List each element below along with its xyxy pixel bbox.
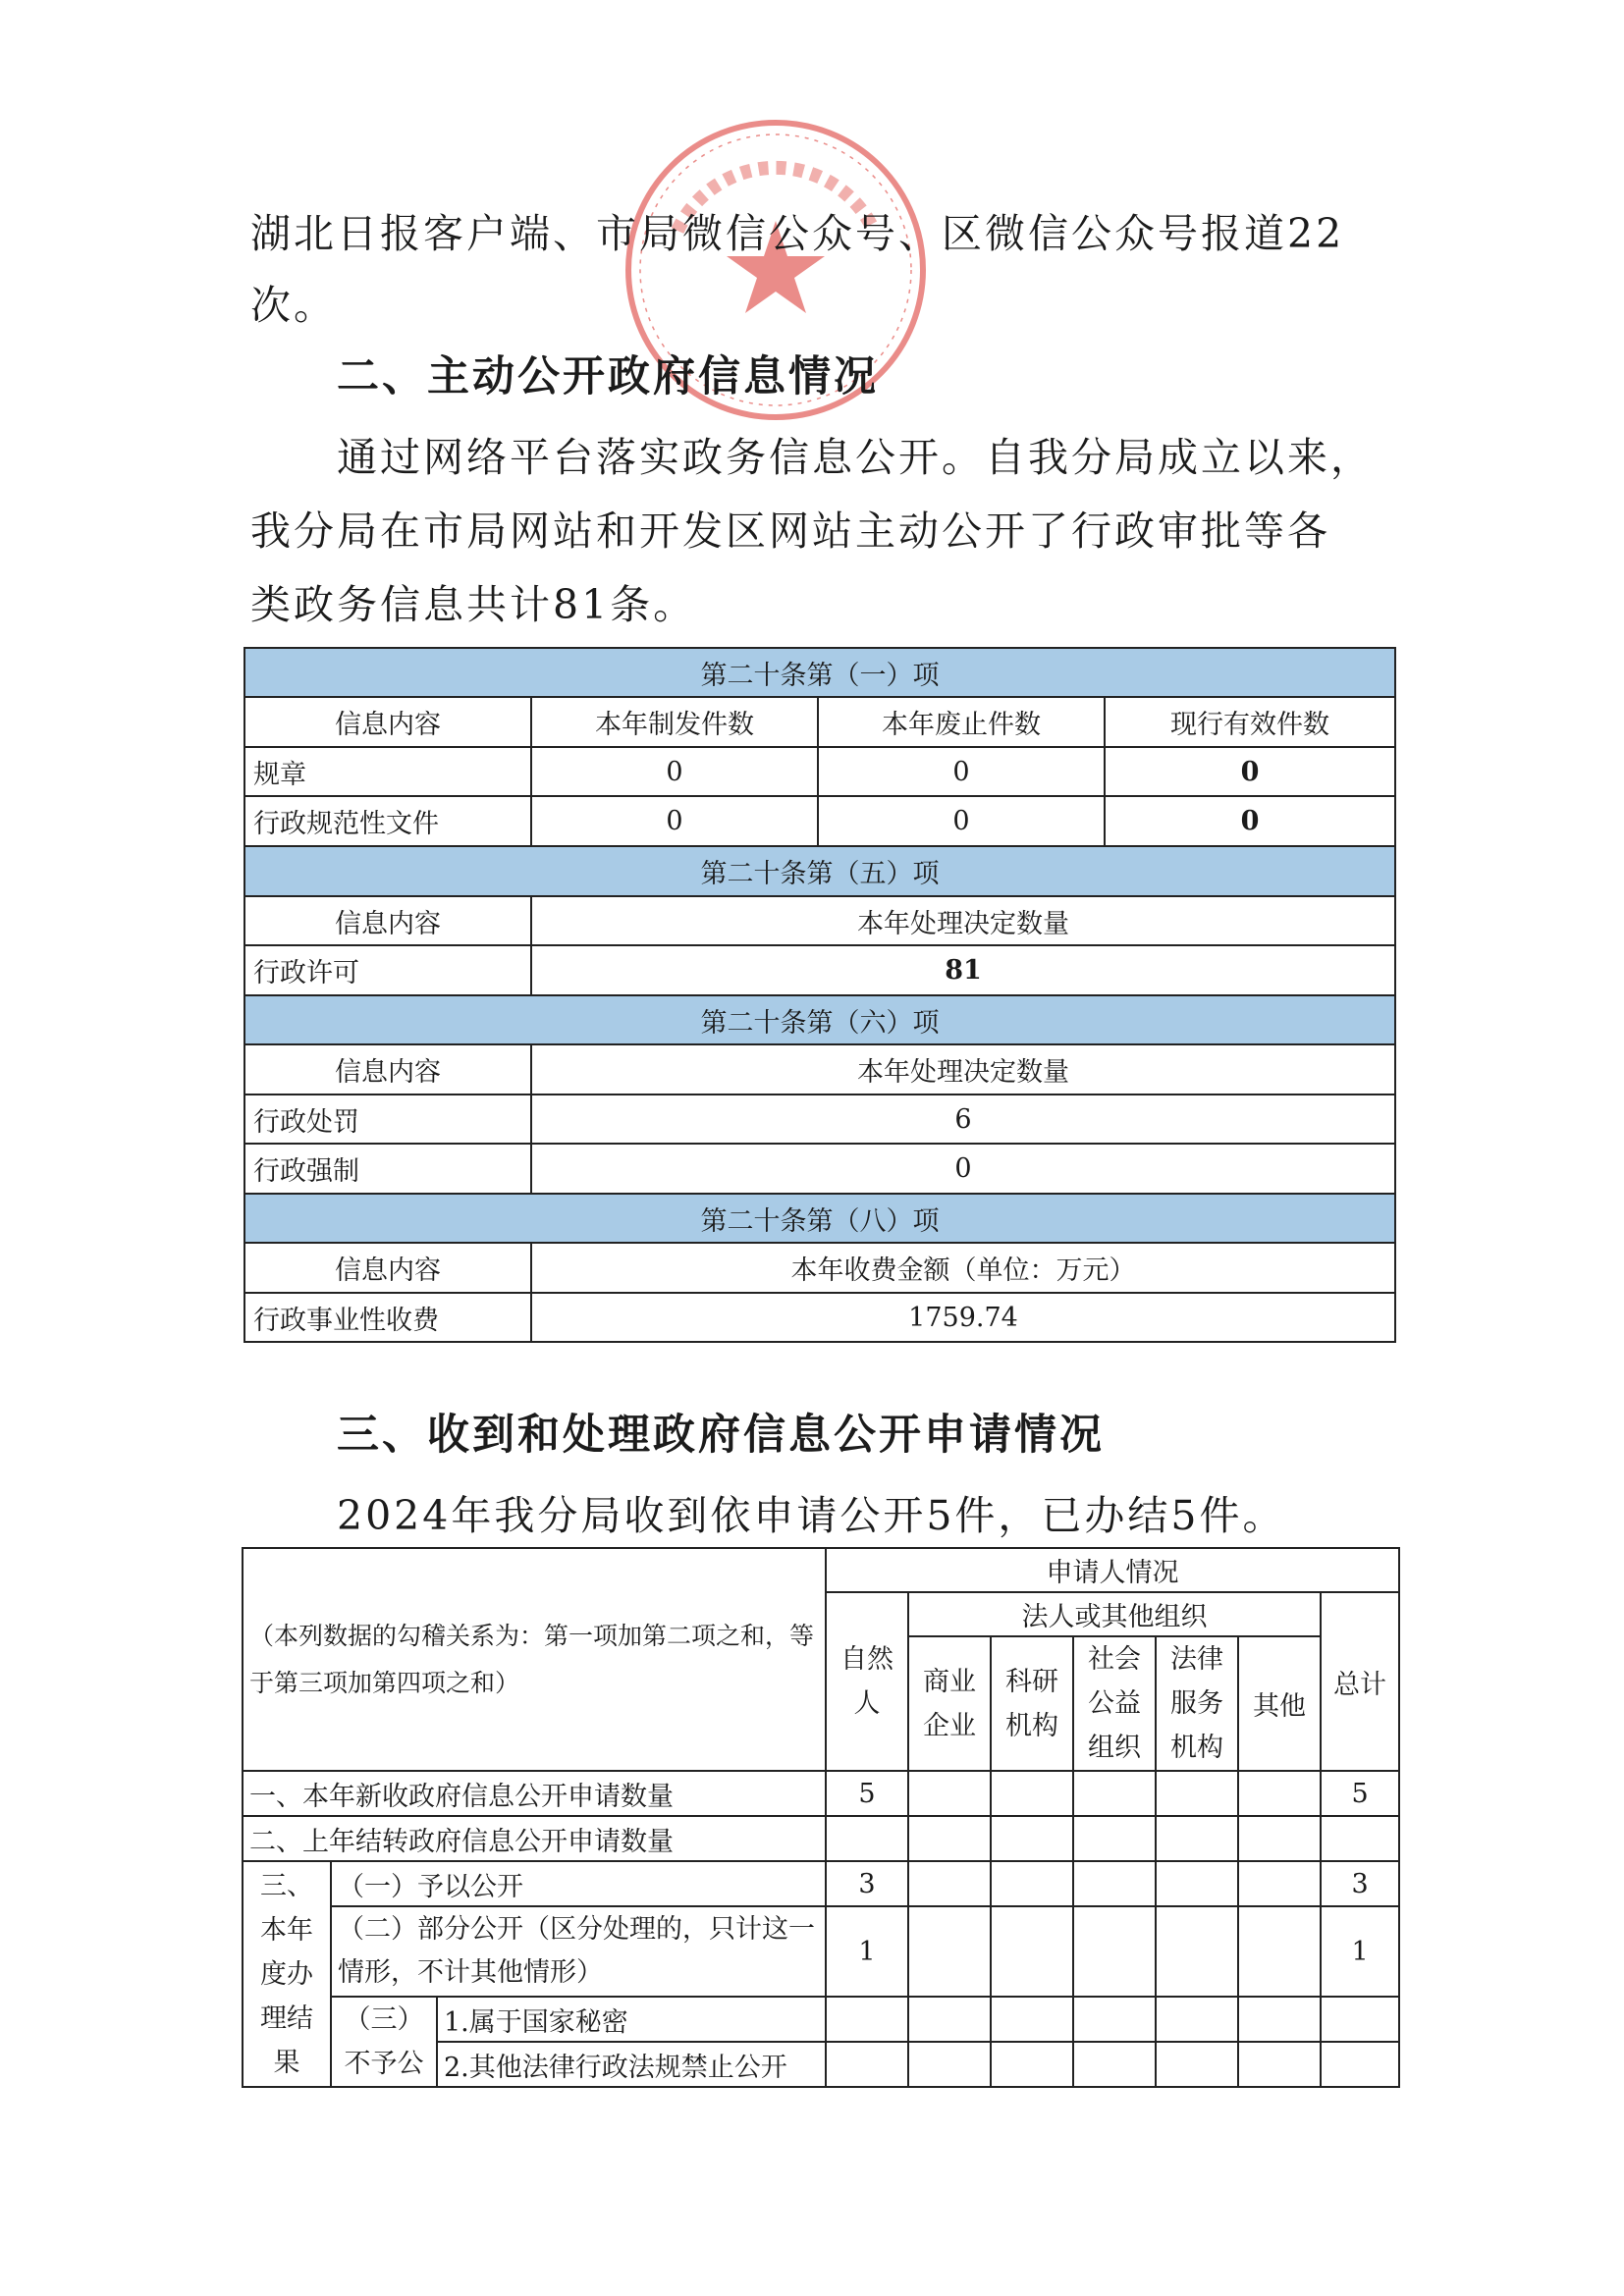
active-disclosure-table <box>244 647 1396 1343</box>
table-row <box>244 1095 1395 1144</box>
col-natural-person: 自然人 <box>826 1592 908 1771</box>
section-header: 第二十条第（六）项 <box>244 995 1395 1044</box>
cell-value: 5 <box>1321 1771 1399 1816</box>
column-header: 本年处理决定数量 <box>531 1044 1395 1095</box>
cell-value: 5 <box>826 1771 908 1816</box>
subgroup-label: （三）不予公 <box>331 1997 437 2087</box>
column-header: 信息内容 <box>244 1044 531 1095</box>
cell-value: 6 <box>531 1095 1395 1144</box>
col-social: 社会公益组织 <box>1073 1636 1156 1771</box>
row-label: （一）予以公开 <box>331 1861 826 1906</box>
col-business: 商业企业 <box>908 1636 991 1771</box>
column-header: 本年收费金额（单位：万元） <box>531 1243 1395 1293</box>
paragraph-line: 湖北日报客户端、市局微信公众号、区微信公众号报道22 <box>250 210 1345 257</box>
cell-value: 0 <box>818 747 1105 796</box>
column-header: 本年制发件数 <box>531 697 818 747</box>
paragraph-line: 2024年我分局收到依申请公开5件，已办结5件。 <box>337 1492 1286 1539</box>
col-other: 其他 <box>1238 1636 1321 1771</box>
legal-org-header: 法人或其他组织 <box>908 1592 1321 1636</box>
cell-value: 0 <box>531 796 818 846</box>
col-total: 总计 <box>1321 1592 1399 1771</box>
row-label: 二、上年结转政府信息公开申请数量 <box>243 1816 826 1861</box>
cell-value: 0 <box>531 1144 1395 1194</box>
paragraph-line: 次。 <box>250 282 337 329</box>
section-header: 第二十条第（五）项 <box>244 846 1395 896</box>
note-cell: （本列数据的勾稽关系为：第一项加第二项之和，等于第三项加第四项之和） <box>243 1548 826 1771</box>
table-row <box>244 796 1395 846</box>
row-label: 2.其他法律行政法规禁止公开 <box>437 2042 826 2087</box>
row-label: 一、本年新收政府信息公开申请数量 <box>243 1771 826 1816</box>
applicant-header: 申请人情况 <box>826 1548 1399 1592</box>
section-heading: 二、主动公开政府信息情况 <box>337 352 879 401</box>
cell-value: 0 <box>818 796 1105 846</box>
application-status-table <box>242 1547 1400 2088</box>
row-label: （二）部分公开（区分处理的，只计这一情形，不计其他情形） <box>331 1906 826 1997</box>
table-row <box>244 945 1395 995</box>
cell-value: 0 <box>1105 747 1395 796</box>
row-label: 行政处罚 <box>244 1095 531 1144</box>
col-legal: 法律服务机构 <box>1156 1636 1238 1771</box>
table-row <box>244 747 1395 796</box>
table-row <box>243 1816 1399 1861</box>
cell-value: 3 <box>1321 1861 1399 1906</box>
row-label: 行政事业性收费 <box>244 1293 531 1342</box>
cell-value: 3 <box>826 1861 908 1906</box>
col-research: 科研机构 <box>991 1636 1073 1771</box>
cell-value: 0 <box>1105 796 1395 846</box>
column-header: 现行有效件数 <box>1105 697 1395 747</box>
column-header: 信息内容 <box>244 896 531 945</box>
cell-value: 1 <box>826 1906 908 1997</box>
section-header: 第二十条第（八）项 <box>244 1194 1395 1243</box>
paragraph-line: 通过网络平台落实政务信息公开。自我分局成立以来， <box>337 434 1374 481</box>
row-label: 规章 <box>244 747 531 796</box>
table-row <box>244 1293 1395 1342</box>
table-row <box>243 1771 1399 1816</box>
column-header: 信息内容 <box>244 697 531 747</box>
paragraph-line: 我分局在市局网站和开发区网站主动公开了行政审批等各 <box>250 507 1330 555</box>
cell-value: 1 <box>1321 1906 1399 1997</box>
cell-value: 1759.74 <box>531 1293 1395 1342</box>
column-header: 信息内容 <box>244 1243 531 1293</box>
column-header: 本年废止件数 <box>818 697 1105 747</box>
table-row <box>243 1906 1399 1997</box>
row-label: 行政许可 <box>244 945 531 995</box>
row-label: 行政规范性文件 <box>244 796 531 846</box>
cell-value: 0 <box>531 747 818 796</box>
column-header: 本年处理决定数量 <box>531 896 1395 945</box>
cell-value: 81 <box>531 945 1395 995</box>
table-row <box>244 1144 1395 1194</box>
section-header: 第二十条第（一）项 <box>244 648 1395 697</box>
row-label: 行政强制 <box>244 1144 531 1194</box>
table-row <box>243 1997 1399 2042</box>
section-heading: 三、收到和处理政府信息公开申请情况 <box>337 1411 1105 1460</box>
table-row <box>243 1861 1399 1906</box>
row-label: 1.属于国家秘密 <box>437 1997 826 2042</box>
result-group-label: 三、本年度办理结果 <box>243 1861 331 2087</box>
paragraph-line: 类政务信息共计81条。 <box>250 581 697 628</box>
